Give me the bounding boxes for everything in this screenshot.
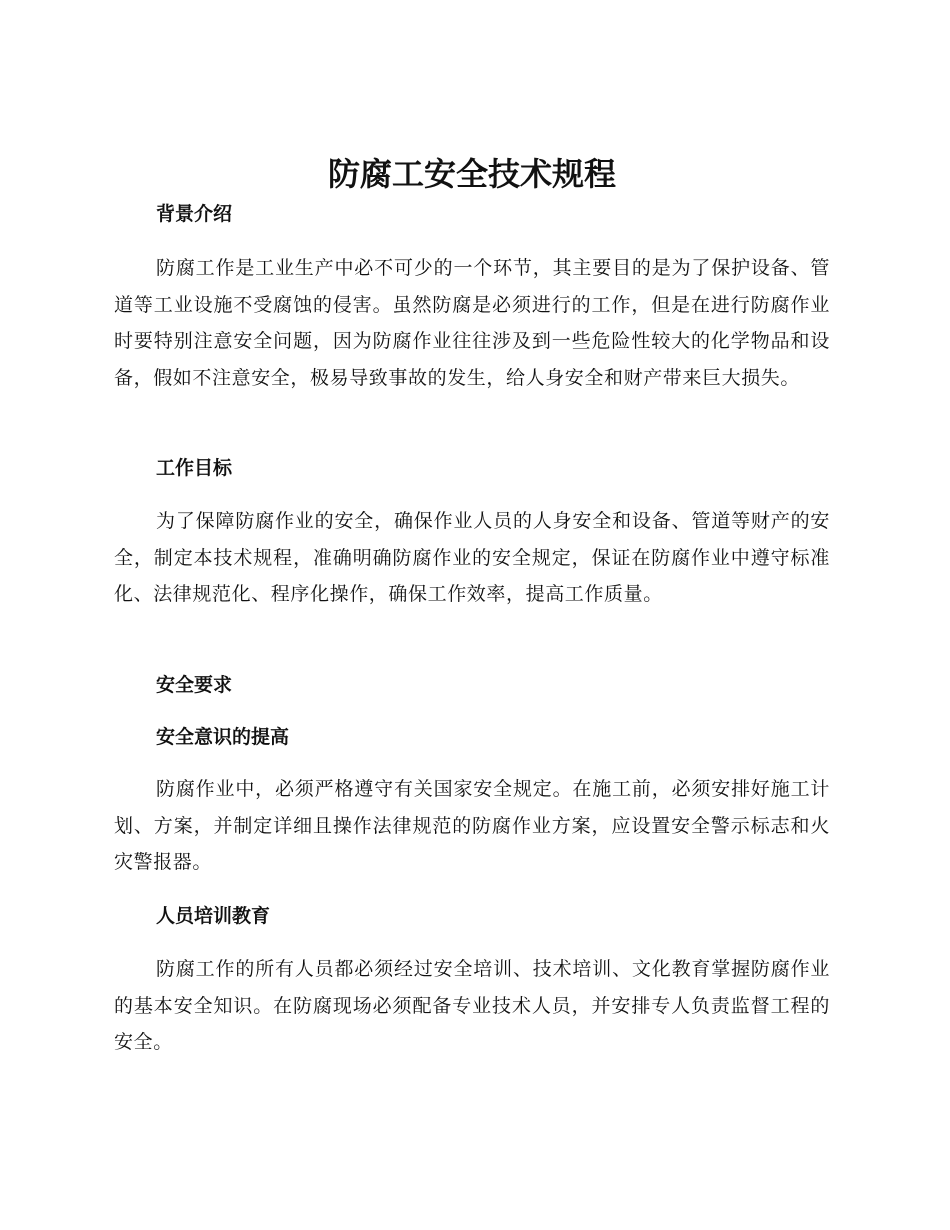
paragraph-personnel-training: 防腐工作的所有人员都必须经过安全培训、技术培训、文化教育掌握防腐作业的基本安全知识。在防腐现场必须配备专业技术人员，并安排专人负责监督工程的安全。	[114, 958, 830, 1053]
paragraph-goals: 为了保障防腐作业的安全，确保作业人员的人身安全和设备、管道等财产的安全，制定本技术规程，准确明确防腐作业的安全规定，保证在防腐作业中遵守标准化、法律规范化、程序化操作，确保工作效率，提高工作质量。	[114, 510, 830, 605]
section-heading-safety-awareness: 安全意识的提高	[156, 726, 290, 748]
section-heading-goals: 工作目标	[156, 457, 233, 479]
paragraph-background: 防腐工作是工业生产中必不可少的一个环节，其主要目的是为了保护设备、管道等工业设施不受腐蚀的侵害。虽然防腐是必须进行的工作，但是在进行防腐作业时要特别注意安全问题，因为防腐作业往往涉及到一些危险性较大的化学物品和设备，假如不注意安全，极易导致事故的发生，给人身安全和财产带来巨大损失。	[114, 257, 830, 389]
section-heading-safety-requirements: 安全要求	[156, 674, 233, 696]
section-heading-background: 背景介绍	[156, 203, 233, 225]
document-title: 防腐工安全技术规程	[327, 155, 616, 193]
section-heading-personnel-training: 人员培训教育	[156, 905, 271, 927]
paragraph-safety-awareness: 防腐作业中，必须严格遵守有关国家安全规定。在施工前，必须安排好施工计划、方案，并制定详细且操作法律规范的防腐作业方案，应设置安全警示标志和火灾警报器。	[114, 778, 830, 873]
